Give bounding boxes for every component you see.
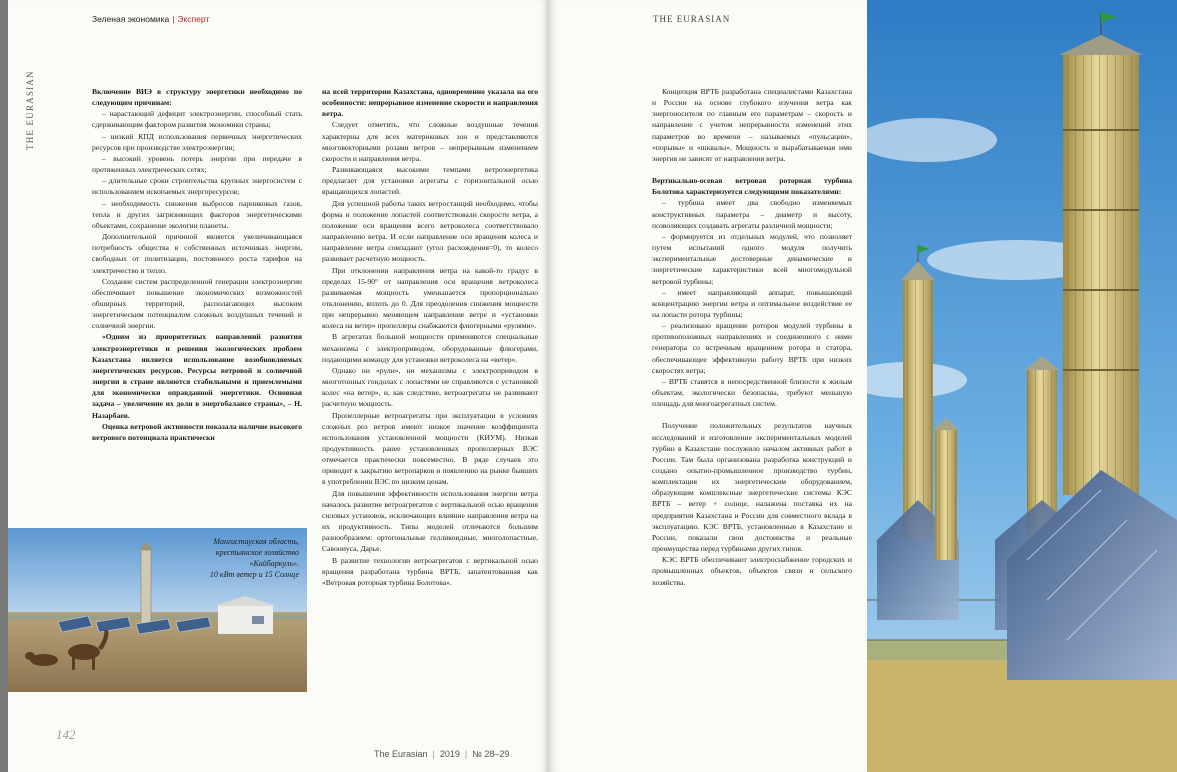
- paragraph: – имеет направляющий аппарат, повышающий концентрацию энергии ветра и оптимальное воздействие ее на лопасти ротора турбины;: [652, 287, 852, 319]
- paragraph: Пропеллерные ветроагрегаты при эксплуатации в условиях сложных роз ветров имеют низкое значение коэффициента использования установленной мощности (КИУМ). Низкая продуктивность ранее установленных пропеллерных ВЭС отмечается практически повсеместно. В ряде случаев это приводит к закрытию ветропарков и появлению на рынке бывших в употреблении ВЭС по низким ценам.: [322, 410, 538, 487]
- paragraph: – низкий КПД использования первичных энергетических ресурсов при производстве электроэнергии;: [92, 131, 302, 152]
- paragraph: – нарастающий дефицит электроэнергии, способный стать сдерживающим фактором развития экономики страны;: [92, 109, 302, 130]
- turbine-towers-illustration: [867, 0, 1177, 772]
- caption-line: 10 кВт ветер и 15 Солнце: [209, 570, 299, 579]
- paragraph: Для повышения эффективности использования энергии ветра началось развитие ветроагрегатов с вертикальной осью вращения силовых установок, исключающих влияние направления ветра на их продуктивность. Типы моделей отличаются большим разнообразием: ортогональные гелликоидные, многолопастные, Савониуса, Дарье.: [322, 488, 538, 554]
- page-footer: [374, 749, 509, 759]
- footer-separator: |: [464, 749, 468, 759]
- paragraph: Развивающаяся высокими темпами ветроэнергетика предлагает для установки агрегаты с горизонтальной осью вращающихся лопастей.: [322, 165, 538, 197]
- caption-line: Мангистауская область,: [213, 537, 299, 546]
- paragraph: – необходимость снижения выбросов парниковых газов, тепла и других загрязняющих факторов энергетическими объектами, сохранение экологии планеты.: [92, 198, 302, 230]
- page-number: 142: [56, 727, 76, 742]
- steppe-wind-station-photo: [8, 528, 307, 692]
- paragraph: В развитие технологии ветроагрегатов с вертикальной осью вращения разработана турбина ВРТБ, запатентованная как «Ветровая роторная турбина Болотова».: [322, 555, 538, 587]
- paragraph: – реализовано вращение роторов модулей турбины в противоположных направлениях и соединенного с ними генератора со встречным вращением ротора и статора, обеспечивающее эффективную работу ВРТБ при низких скоростях ветра;: [652, 321, 852, 375]
- caption-line: «Кайбаркуль».: [249, 559, 299, 568]
- paragraph: При отклонении направления ветра на какой-то градус в пределах 15-90° от направления оси вращения ветроколеса развиваемая мощность уменьшается пропорционально отклонению, вплоть до 0. Для преодоления снижения мощности при непрерывно меняющем направление ветре и «установки колеса на ветер» пропеллеры снабжаются флюгерными «рулями».: [322, 265, 538, 331]
- magazine-header: THE EURASIAN: [653, 14, 731, 24]
- paragraph: Однако ни «рули», ни механизмы с электроприводом в многотонных гондолах с лопастями не справляются с установкой колес «на ветер», и, как следствие, ветроагрегаты не развивают расчетную мощность.: [322, 365, 538, 409]
- paragraph: – турбина имеет два свободно изменяемых конструктивных параметра – диаметр и высоту, позволяющих создавать агрегаты различной мощности;: [652, 198, 852, 230]
- left-page: [8, 0, 549, 772]
- text-column-3: [652, 86, 852, 588]
- quote: «Одним из приоритетных направлений развития электроэнергетики и решения экологических проблем Казахстана является использование возобновляемых энергетических ресурсов. Ресурсы ветровой и солнечной энергии в стране являются стабильными и приемлемыми для экономически оправданной энергетики. Основная задача – увеличение их доли в энергобалансе страны», – Н. Назарбаев.: [92, 332, 302, 420]
- section-header: [92, 14, 209, 24]
- footer-year: 2019: [439, 749, 460, 759]
- paragraph: Концепция ВРТБ разработана специалистами Казахстана и России на основе глубокого изучения ветра как энергоносителя по главным его параметрам – скорость и направление с учетом непрерывности изменений этих параметров во времени – называемых «пульсации», «порывы» и «шквалы». Мощность и вырабатываемая ими энергия не зависят от направления ветра.: [652, 87, 852, 163]
- wind-turbine-towers-photo: [867, 0, 1177, 772]
- section-rubric: Эксперт: [177, 14, 210, 24]
- paragraph: Следует отметить, что сложные воздушные течения характерны для всех материковых зон и представляются многовекторными розами ветров – непрерывным изменением скорости и направления ветра.: [322, 120, 538, 163]
- paragraph: Для успешной работы таких ветростанций необходимо, чтобы форма и положение лопастей соответствовали скорости ветра, а положение оси вращения всего ветроколеса соответствовало направлению ветра. И если направление оси вращения колеса и направление ветра совпадают (угол расхождения=0), то колесо развивает расчетную мощность.: [322, 198, 538, 264]
- paragraph: Получение положительных результатов научных исследований и изготовление экспериментальных моделей турбин в Казахстане послужило началом активных работ в России. Там была организована разработка конструкций и создано опытно-промышленное производство турбин, комплектация их энергетическим оборудованием, образующим комплексные энергетические системы КЭС ВРТБ – ветер + солнце, налажена поставка их на предприятия Казахстана и России для совместного вклада в эксплуатацию. КЭС ВРТБ, установленные в Казахстане и России, показали свои достоинства и реальные преимущества перед турбинами других типов.: [652, 421, 852, 554]
- caption-line: крестьянское хозяйство: [215, 548, 299, 557]
- paragraph: Дополнительной причиной является увеличивающаяся потребность общества в собственных источниках энергии, свободных от политизации, постоянного роста тарифов на электричество и тепло.: [92, 232, 302, 275]
- text-column-2: [322, 86, 538, 588]
- paragraph: – высокий уровень потерь энергии при передаче в протяженных электрических сетях;: [92, 153, 302, 175]
- text-column-1: [92, 86, 302, 443]
- paragraph: Оценка ветровой активности показала наличие высокого ветрового потенциала практически: [92, 421, 302, 442]
- footer-separator: |: [432, 749, 435, 759]
- paragraph: КЭС ВРТБ обеспечивают электроснабжение городских и промышленных объектов, объектов связи и сельского хозяйства.: [652, 555, 852, 587]
- paragraph: Вертикально-осевая ветровая роторная турбина Болотова характеризуется следующими показателями:: [652, 176, 852, 197]
- paragraph: на всей территории Казахстана, одновременно указала на его особенности: непрерывное изменение скорости и направления ветра.: [322, 87, 538, 119]
- paragraph: Включение ВИЭ в структуру энергетики необходимо по следующим причинам:: [92, 87, 302, 108]
- footer-issue: № 28–29: [472, 749, 510, 759]
- section-title: Зеленая экономика: [92, 14, 170, 24]
- paragraph: В агрегатах большой мощности применяются специальные механизмы с электроприводом, оборудованные флюгерами, подающими команду для установки ветроколеса на «ветер».: [322, 332, 538, 364]
- paragraph: Создание систем распределенной генерации электроэнергии обеспечивает повышение экономических возможностей обширных территорий, располагающих высоким энергетическим потенциалом сложных воздушных течений и солнечной энергии.: [92, 276, 302, 331]
- paragraph: – ВРТБ ставятся в непосредственной близости к жилым объектам, экологически безопасны, требуют меньшую площадь для многоагрегатных систем.: [652, 376, 852, 409]
- photo-caption: [169, 536, 299, 580]
- paragraph: – длительные сроки строительства крупных энергосистем с использованием ископаемых энергоресурсов;: [92, 176, 302, 197]
- paragraph: – формируется из отдельных модулей, что позволяет путем испытаний одного модуля получить экспериментальные достоверные динамические и энергетические характеристики всей многомодульной ветровой турбины;: [652, 231, 852, 286]
- footer-magazine: The Eurasian: [374, 749, 428, 759]
- side-logo: THE EURASIAN: [25, 70, 35, 150]
- header-separator: |: [172, 14, 175, 24]
- right-page: [549, 0, 867, 772]
